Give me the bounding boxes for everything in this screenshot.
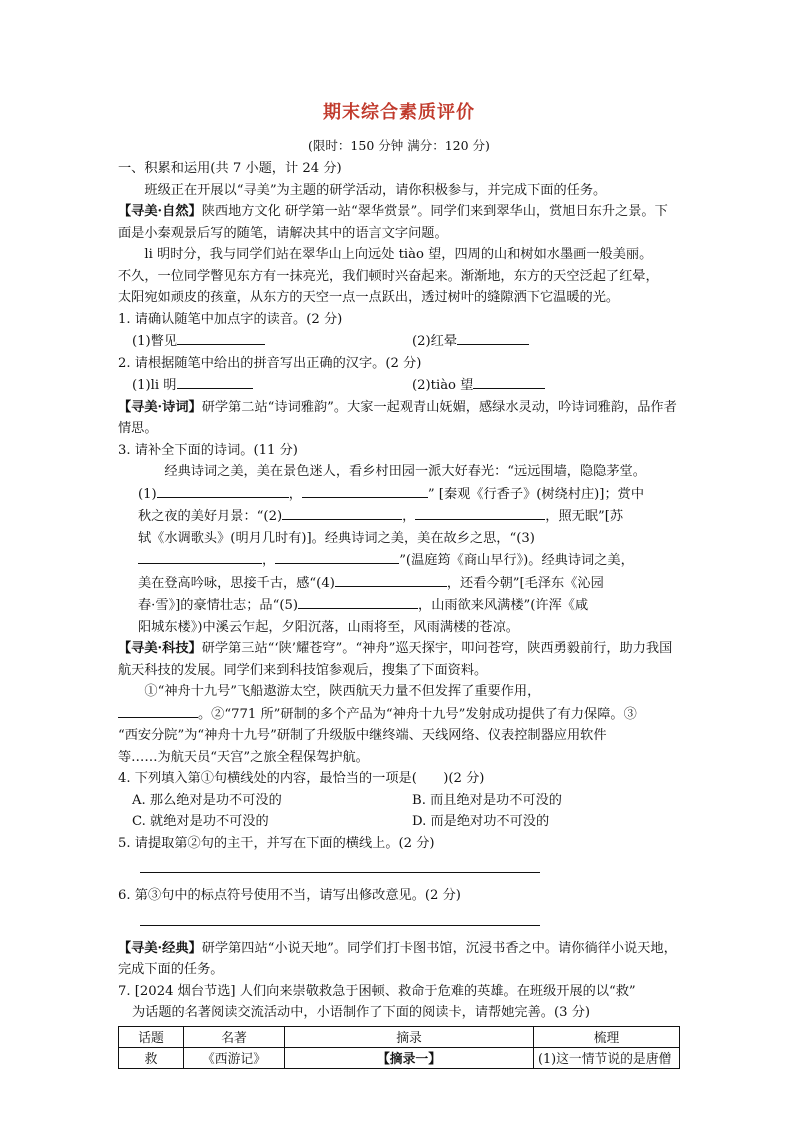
q3-line-3 — [138, 505, 680, 528]
table-cell: 《西游记》 — [184, 1047, 285, 1068]
classic-paragraph — [118, 938, 680, 981]
q3-blank-2a[interactable] — [282, 505, 402, 520]
essay-line-3: 太阳宛如顽皮的孩童，从东方的天空一点一点跃出，透过树叶的缝隙洒下它温暖的光。 — [118, 290, 620, 305]
q4-option-a[interactable]: A. 那么绝对是功不可没的 — [132, 792, 282, 808]
table-header: 名著 — [184, 1026, 285, 1047]
question-1: 1. 请确认随笔中加点字的读音。(2 分) — [118, 311, 343, 327]
table-cell: 救 — [119, 1047, 184, 1068]
q1-b-blank[interactable] — [457, 330, 529, 345]
nature-paragraph — [118, 201, 680, 244]
q3-source-1: ” [秦观《行香子》(树绕村庄)]；赏中 — [427, 486, 645, 502]
q3-line-7 — [138, 594, 680, 617]
tech-material-4: 等……为航天员“天宫”之旅全程保驾护航。 — [118, 749, 369, 765]
question-4: 4. 下列填入第①句横线处的内容，最恰当的一项是( )(2 分) — [118, 771, 485, 786]
q2-b-label: (2)tiào 望 — [412, 378, 474, 393]
q3-line-1: 经典诗词之美，美在景色迷人，看乡村田园一派大好春光：“远远围墙，隐隐茅堂。 — [164, 464, 646, 479]
classic-heading: 【寻美·经典】 — [118, 940, 202, 956]
q4-option-c[interactable]: C. 就绝对是功不可没的 — [132, 814, 269, 829]
q2-a-blank[interactable] — [177, 374, 253, 389]
q4-option-d[interactable]: D. 而是绝对功不可没的 — [412, 814, 550, 829]
question-7-line-2: 为话题的名著阅读交流活动中，小语制作了下面的阅读卡，请帮她完善。(3 分) — [132, 1005, 591, 1020]
question-7-line-1: 7. [2024 烟台节选] 人们向来崇敬救急于困顿、救命于危难的英雄。在班级开展的以“救” — [118, 983, 636, 999]
q3-line-6 — [138, 572, 680, 595]
q3-blank-1a[interactable] — [157, 483, 289, 498]
nature-heading: 【寻美·自然】 — [118, 204, 202, 219]
q3-line-2 — [138, 483, 680, 506]
q2-answers — [118, 374, 680, 397]
question-5: 5. 请提取第②句的主干，并写在下面的横线上。(2 分) — [118, 835, 435, 851]
tech-text: 研学第三站“‘陕’耀苍穹”。“神舟”巡天探宇，叩问苍穹，陕西勇毅前行，助力我国航天科技的发展。同学们来到科技馆参观后，搜集了下面资料。 — [118, 641, 673, 678]
table-row — [119, 1047, 680, 1068]
q3-blank-3b[interactable] — [275, 549, 399, 564]
table-cell: (1)这一情节说的是唐僧 — [534, 1047, 680, 1068]
q3-comma-2: ， — [402, 509, 416, 524]
q2-a-label: (1)li 明 — [132, 378, 177, 393]
table-header: 话题 — [119, 1026, 184, 1047]
q3-line-8: 阳城东楼》)中溪云乍起，夕阳沉落，山雨将至，风雨满楼的苍凉。 — [138, 619, 519, 635]
poem-paragraph — [118, 397, 680, 440]
q4-option-b[interactable]: B. 而且绝对是功不可没的 — [412, 792, 562, 808]
q3-blank-5[interactable] — [298, 594, 418, 609]
q1-a-label: (1)瞥见 — [132, 334, 178, 349]
tech-material-1: ①“神舟十九号”飞船遨游太空，陕西航天力量不但发挥了重要作用， — [144, 684, 541, 699]
q3-blank-1-label: (1) — [138, 486, 157, 502]
nature-text: 陕西地方文化 研学第一站“翠华赏景”。同学们来到翠华山，赏旭日东升之景。下面是小秦观景后写的随笔，请解决其中的语言文字问题。 — [118, 204, 668, 241]
q3-blank-2b[interactable] — [415, 505, 545, 520]
tech-material-3: “西安分院”为“神舟十九号”研制了升级版中继终端、天线网络、仪表控制器应用软件 — [118, 728, 607, 743]
classic-text: 研学第四站“小说天地”。同学们打卡图书馆，沉浸书香之中。请你徜徉小说天地，完成下面的任务。 — [118, 940, 677, 977]
tech-heading: 【寻美·科技】 — [118, 641, 202, 656]
q4-options-row-2 — [118, 811, 680, 833]
table-cell: 【摘录一】 — [285, 1047, 534, 1068]
q3-blank-4-label: 美在登高吟咏，思接千古，感“(4) — [138, 575, 335, 591]
q3-source-2: ，照无眠”[苏 — [545, 509, 624, 524]
intro-paragraph: 班级正在开展以“寻美”为主题的研学活动，请你积极参与，并完成下面的任务。 — [144, 182, 607, 198]
q1-a-blank[interactable] — [177, 330, 265, 345]
poem-heading: 【寻美·诗词】 — [118, 399, 202, 415]
reading-card-table — [118, 1026, 680, 1069]
q4-inline-blank[interactable] — [118, 703, 198, 718]
poem-text: 研学第二站“诗词雅韵”。大家一起观青山妩媚，感绿水灵动，吟诗词雅韵，品作者情思。 — [118, 399, 677, 436]
q5-answer-line[interactable] — [140, 856, 540, 873]
q3-line-5 — [138, 549, 680, 572]
q4-options-row-1 — [118, 790, 680, 812]
tech-material-2 — [118, 703, 680, 726]
table-header: 摘录 — [285, 1026, 534, 1047]
q2-b-blank[interactable] — [473, 374, 545, 389]
table-header: 梳理 — [534, 1026, 680, 1047]
q3-line-4: 轼《水调歌头》(明月几时有)]。经典诗词之美，美在故乡之思，“(3) — [138, 530, 535, 546]
q3-source-4: ，还看今朝”[毛泽东《沁园 — [446, 575, 604, 591]
q3-blank-2-label: 秋之夜的美好月景：“(2) — [138, 509, 283, 524]
table-header-row — [119, 1026, 680, 1047]
q1-answers — [118, 330, 680, 353]
q3-blank-1b[interactable] — [302, 483, 428, 498]
q3-blank-3a[interactable] — [138, 549, 262, 564]
question-2: 2. 请根据随笔中给出的拼音写出正确的汉字。(2 分) — [118, 355, 422, 371]
exam-limits: (限时：150 分钟 满分：120 分) — [308, 138, 490, 153]
essay-line-2: 不久，一位同学瞥见东方有一抹亮光，我们顿时兴奋起来。渐渐地，东方的天空泛起了红晕， — [118, 268, 659, 284]
page-title: 期末综合素质评价 — [323, 102, 475, 123]
q6-answer-line[interactable] — [140, 909, 540, 926]
tech-paragraph — [118, 638, 680, 681]
q3-source-5: ，山雨欲来风满楼”(许浑《咸 — [418, 598, 589, 613]
q3-blank-5-label: 春·雪》]的豪情壮志；品“(5) — [138, 598, 299, 613]
q3-comma: ， — [288, 486, 302, 502]
q1-b-label: (2)红晕 — [412, 334, 458, 349]
essay-line-1: li 明时分，我与同学们站在翠华山上向远处 tiào 望，四周的山和树如水墨画一般美丽。 — [144, 247, 653, 262]
document-page — [118, 100, 680, 1069]
q3-source-3: ”(温庭筠《商山早行》)。经典诗词之美， — [399, 553, 634, 568]
q3-comma-3: ， — [262, 553, 276, 568]
question-6: 6. 第③句中的标点符号使用不当，请写出修改意见。(2 分) — [118, 888, 461, 903]
q3-blank-4[interactable] — [335, 572, 447, 587]
q3-body — [118, 461, 680, 638]
question-3: 3. 请补全下面的诗词。(11 分) — [118, 442, 298, 458]
section-heading: 一、积累和运用(共 7 小题，计 24 分) — [118, 161, 342, 176]
tech-material-2-text: 。②“771 所”研制的多个产品为“神舟十九号”发射成功提供了有力保障。③ — [198, 706, 637, 722]
